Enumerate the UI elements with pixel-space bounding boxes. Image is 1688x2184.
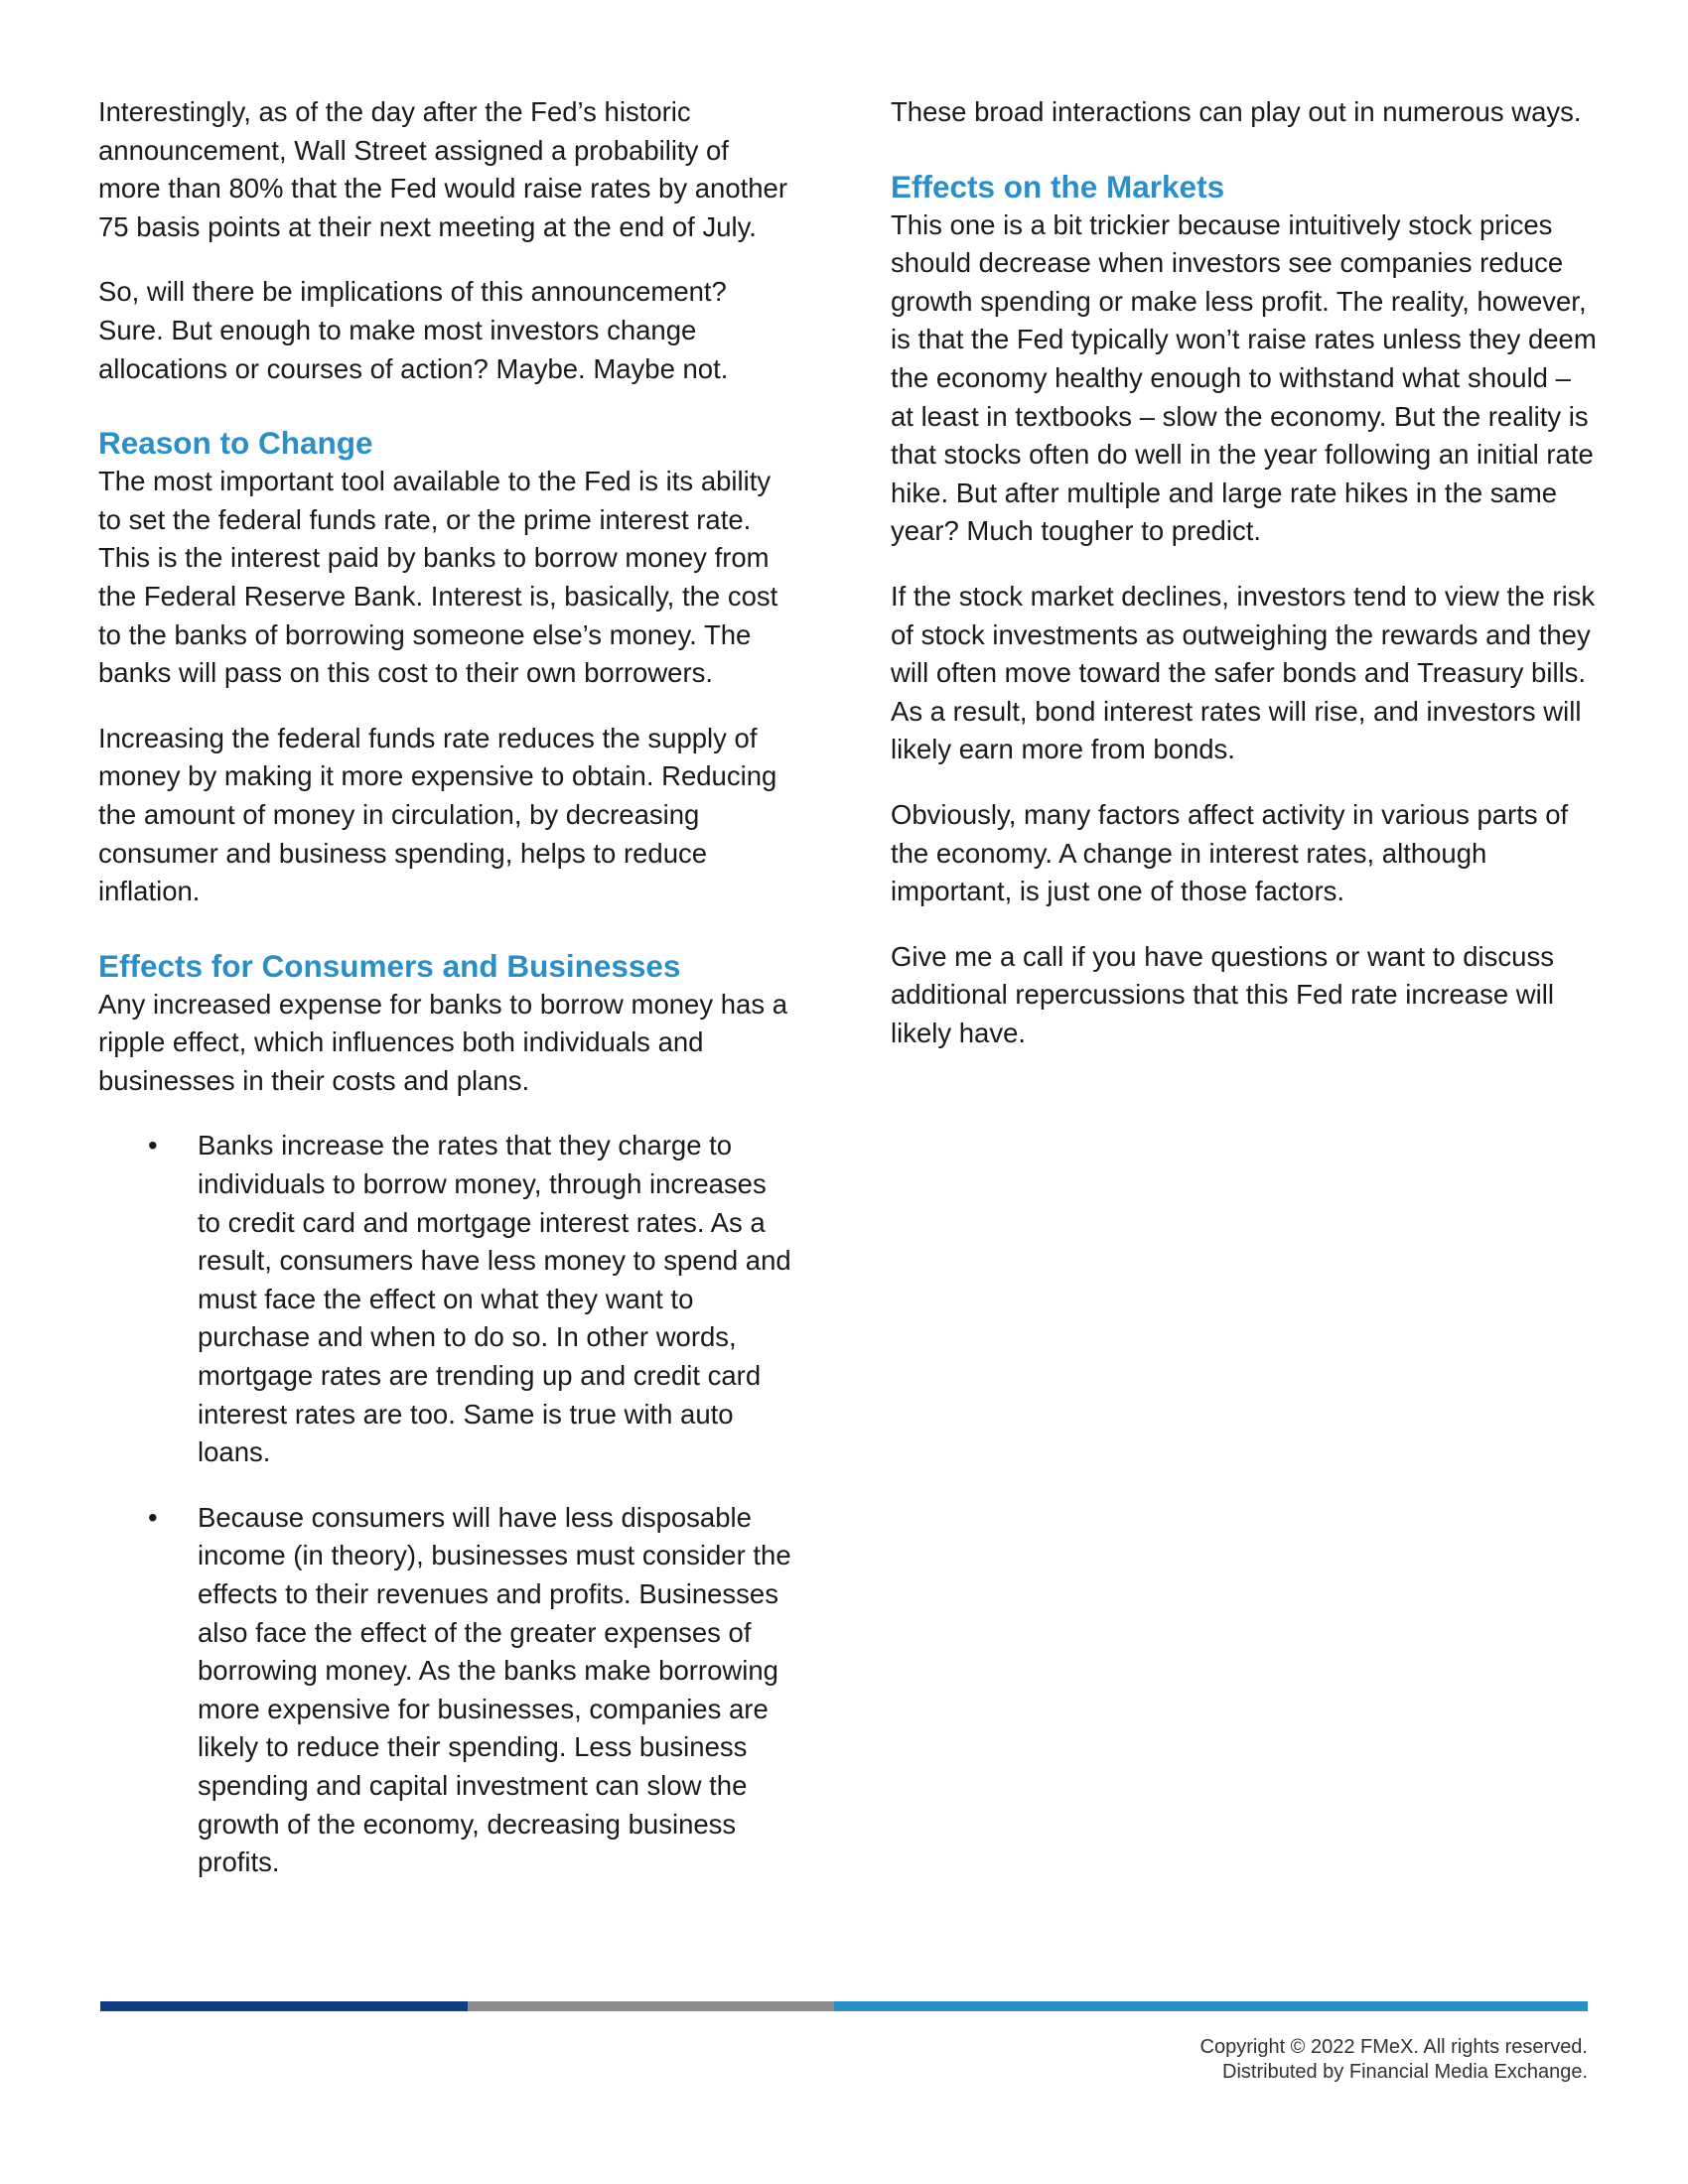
intro-paragraph: Interestingly, as of the day after the Fed’s historic announcement, Wall Street assigned a probability of more than 80% that the Fed would raise rates by another 75 basis points at their next meeting at the end of July. bbox=[98, 96, 788, 242]
bar-segment-light-blue bbox=[834, 2001, 1588, 2011]
call-to-action-paragraph: Give me a call if you have questions or want to discuss additional repercussions that this Fed rate increase will likely have. bbox=[891, 940, 1554, 1048]
stock-decline-paragraph: If the stock market declines, investors tend to view the risk of stock investments as outweighing the rewards and they will often move toward the safer bonds and Treasury bills. As a result, bond interest rates will rise, and investors will likely earn more from bonds. bbox=[891, 580, 1596, 765]
fed-tool-paragraph: The most important tool available to the Fed is its ability to set the federal funds rate, or the prime interest rate. This is the interest paid by banks to borrow money from the Federal Reserve Bank. Interest is, basically, the cost to the banks of borrowing someone else’s money. The banks will pass on this cost to their own borrowers. bbox=[98, 466, 778, 689]
effects-bullet-list bbox=[98, 1127, 793, 1881]
copyright-line: Copyright © 2022 FMeX. All rights reserved. bbox=[1199, 2036, 1588, 2058]
right-column bbox=[891, 93, 1598, 1079]
copyright-notice bbox=[1200, 2035, 1588, 2085]
bullet-marker: • bbox=[148, 1501, 158, 1533]
footer-divider-bar bbox=[100, 2001, 1588, 2011]
distributed-by-line: Distributed by Financial Media Exchange. bbox=[1222, 2061, 1588, 2083]
heading-effects-on-markets: Effects on the Markets bbox=[891, 168, 1225, 205]
bullet-marker: • bbox=[148, 1130, 158, 1161]
supply-of-money-paragraph: Increasing the federal funds rate reduces the supply of money by making it more expensive to obtain. Reducing the amount of money in circulation, by decreasing consumer and business spending, helps to reduce inflation. bbox=[98, 722, 777, 907]
bar-segment-dark-blue bbox=[100, 2001, 468, 2011]
stock-prices-paragraph: This one is a bit trickier because intuitively stock prices should decrease when investors see companies reduce growth spending or make less profit. The reality, however, is that the Fed typically won’t raise rates unless they deem the economy healthy enough to withstand what should – at least in textbooks – slow the economy. But the reality is that stocks often do well in the year following an initial rate hike. But after multiple and large rate hikes in the same year? Much tougher to predict. bbox=[891, 208, 1597, 547]
heading-reason-to-change: Reason to Change bbox=[98, 425, 373, 462]
list-item bbox=[98, 1127, 793, 1471]
left-column bbox=[98, 93, 793, 1909]
many-factors-paragraph: Obviously, many factors affect activity in various parts of the economy. A change in interest rates, although important, is just one of those factors. bbox=[891, 798, 1569, 907]
bar-segment-gray bbox=[468, 2001, 834, 2011]
bullet-text: Banks increase the rates that they charge to individuals to borrow money, through increases to credit card and mortgage interest rates. As a result, consumers have less money to spend and must face the effect on what they want to purchase and when to do so. In other words, mortgage rates are trending up and credit card interest rates are too. Same is true with auto loans. bbox=[198, 1130, 791, 1468]
implications-paragraph: So, will there be implications of this announcement? Sure. But enough to make most investors change allocations or courses of action? Maybe. Maybe not. bbox=[98, 276, 729, 384]
ripple-effect-paragraph: Any increased expense for banks to borrow money has a ripple effect, which influences both individuals and businesses in their costs and plans. bbox=[98, 988, 787, 1096]
list-item bbox=[98, 1499, 793, 1882]
bullet-text: Because consumers will have less disposable income (in theory), businesses must consider the effects to their revenues and profits. Businesses also face the effect of the greater expenses of borrowing money. As the banks make borrowing more expensive for businesses, companies are likely to reduce their spending. Less business spending and capital investment can slow the growth of the economy, decreasing business profits. bbox=[198, 1501, 791, 1878]
broad-interactions-paragraph: These broad interactions can play out in numerous ways. bbox=[891, 96, 1582, 127]
heading-effects-consumers-businesses: Effects for Consumers and Businesses bbox=[98, 947, 681, 984]
